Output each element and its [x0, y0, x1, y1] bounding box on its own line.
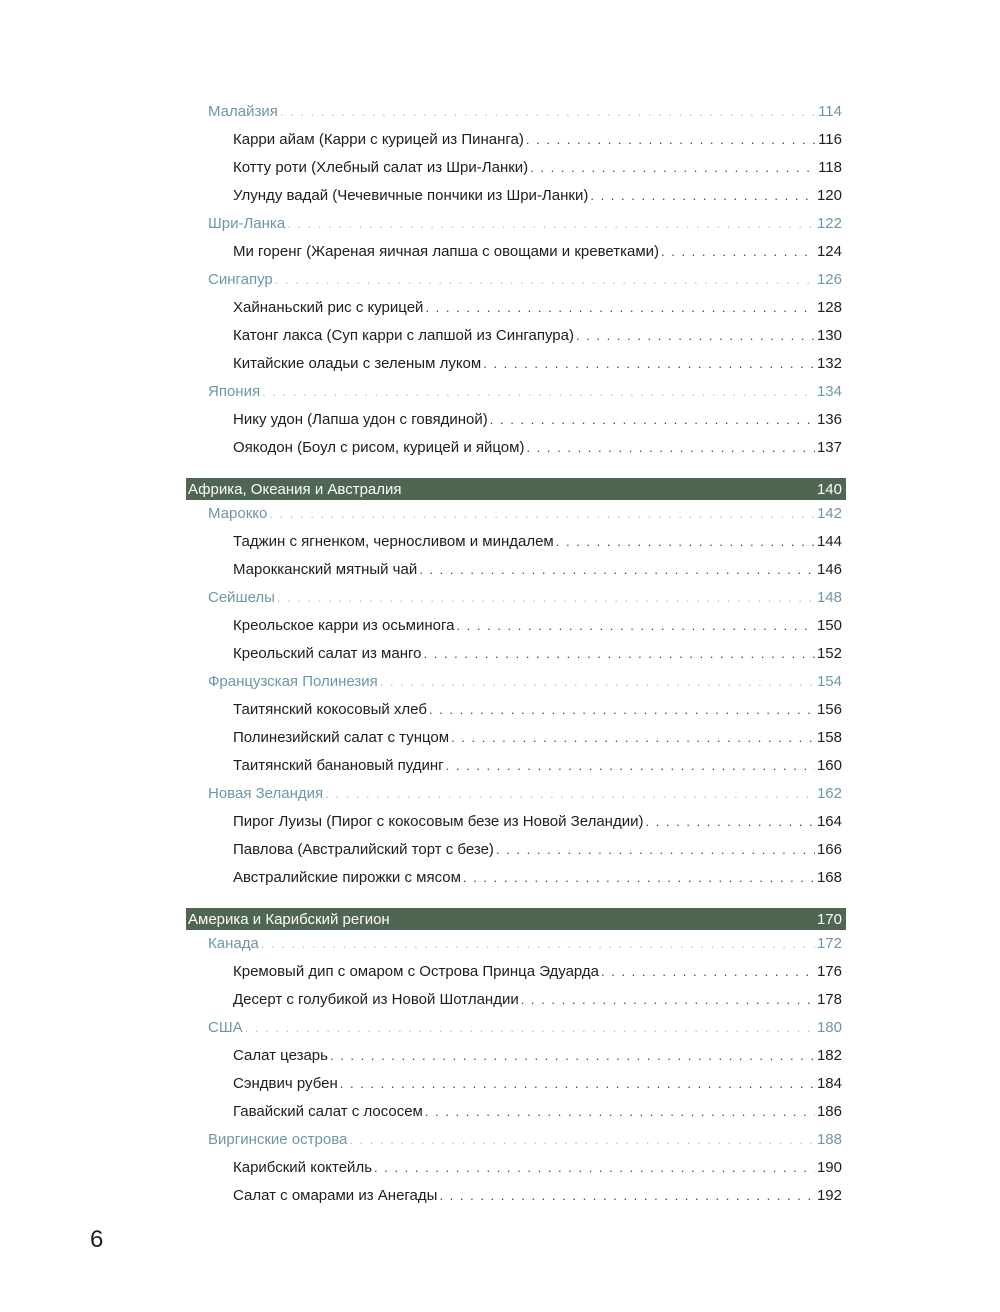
dot-leader [429, 696, 815, 724]
toc-country-entry[interactable] [186, 266, 846, 294]
entry-title: Япония [208, 383, 261, 400]
dot-leader [483, 350, 815, 378]
entry-title: Таитянский кокосовый хлеб [233, 701, 427, 718]
dot-leader [661, 238, 815, 266]
entry-page: 136 [816, 411, 842, 428]
toc-country-entry[interactable] [186, 584, 846, 612]
entry-page: 182 [816, 1047, 842, 1064]
entry-title: Пирог Луизы (Пирог с кокосовым безе из Новой Зеландии) [233, 813, 644, 830]
entry-title: Таитянский банановый пудинг [233, 757, 444, 774]
entry-page: 122 [816, 215, 842, 232]
table-of-contents [186, 98, 846, 1210]
entry-title: Полинезийский салат с тунцом [233, 729, 450, 746]
entry-title: Павлова (Австралийский торт с безе) [233, 841, 494, 858]
entry-title: Марокко [208, 505, 268, 522]
dot-leader [645, 808, 815, 836]
section-page: 170 [816, 910, 842, 928]
entry-title: Марокканский мятный чай [233, 561, 418, 578]
entry-page: 144 [816, 533, 842, 550]
toc-country-entry[interactable] [186, 780, 846, 808]
entry-title: Оякодон (Боул с рисом, курицей и яйцом) [233, 439, 525, 456]
entry-page: 128 [816, 299, 842, 316]
entry-title: Французская Полинезия [208, 673, 378, 690]
entry-page: 192 [816, 1187, 842, 1204]
entry-page: 164 [816, 813, 842, 830]
entry-title: Котту роти (Хлебный салат из Шри-Ланки) [233, 159, 529, 176]
section-header[interactable] [186, 478, 846, 500]
entry-title: Креольский салат из манго [233, 645, 422, 662]
toc-recipe-entry[interactable] [186, 350, 846, 378]
entry-title: США [208, 1019, 243, 1036]
entry-page: 150 [816, 617, 842, 634]
entry-page: 116 [818, 131, 842, 148]
entry-page: 176 [816, 963, 842, 980]
entry-page: 120 [816, 187, 842, 204]
dot-leader [380, 668, 815, 696]
entry-page: 126 [816, 271, 842, 288]
entry-title: Нику удон (Лапша удон с говядиной) [233, 411, 488, 428]
entry-page: 180 [816, 1019, 842, 1036]
entry-title: Салат с омарами из Анегады [233, 1187, 438, 1204]
entry-page: 168 [816, 869, 842, 886]
toc-country-entry[interactable] [186, 378, 846, 406]
section-title: Америка и Карибский регион [188, 910, 390, 928]
toc-recipe-entry[interactable] [186, 238, 846, 266]
dot-leader [280, 98, 816, 126]
entry-title: Канада [208, 935, 259, 952]
toc-country-entry[interactable] [186, 210, 846, 238]
toc-recipe-entry[interactable] [186, 724, 846, 752]
toc-recipe-entry[interactable] [186, 154, 846, 182]
entry-title: Салат цезарь [233, 1047, 328, 1064]
entry-title: Ми горенг (Жареная яичная лапша с овощами и креветками) [233, 243, 660, 260]
entry-page: 154 [816, 673, 842, 690]
entry-title: Катонг лакса (Суп карри с лапшой из Сингапура) [233, 327, 574, 344]
entry-title: Карри айам (Карри с курицей из Пинанга) [233, 131, 524, 148]
toc-recipe-entry[interactable] [186, 126, 846, 154]
dot-leader [439, 1182, 815, 1210]
dot-leader [277, 584, 815, 612]
entry-page: 184 [816, 1075, 842, 1092]
entry-page: 130 [816, 327, 842, 344]
dot-leader [425, 294, 815, 322]
dot-leader [463, 864, 815, 892]
dot-leader [325, 780, 815, 808]
entry-title: Гавайский салат с лососем [233, 1103, 423, 1120]
dot-leader [576, 322, 815, 350]
entry-page: 172 [816, 935, 842, 952]
dot-leader [526, 434, 815, 462]
entry-page: 162 [816, 785, 842, 802]
entry-page: 186 [816, 1103, 842, 1120]
entry-title: Креольское карри из осьминога [233, 617, 455, 634]
toc-recipe-entry[interactable] [186, 986, 846, 1014]
dot-leader [287, 210, 815, 238]
entry-title: Сейшелы [208, 589, 275, 606]
toc-recipe-entry[interactable] [186, 1154, 846, 1182]
toc-recipe-entry[interactable] [186, 182, 846, 210]
entry-title: Таджин с ягненком, черносливом и миндалем [233, 533, 554, 550]
entry-title: Виргинские острова [208, 1131, 348, 1148]
entry-title: Шри-Ланка [208, 215, 286, 232]
section-page: 140 [816, 480, 842, 498]
entry-title: Карибский коктейль [233, 1159, 373, 1176]
entry-page: 137 [816, 439, 842, 456]
dot-leader [419, 556, 815, 584]
entry-page: 166 [816, 841, 842, 858]
dot-leader [275, 266, 815, 294]
entry-title: Десерт с голубикой из Новой Шотландии [233, 991, 519, 1008]
entry-page: 178 [816, 991, 842, 1008]
entry-page: 146 [816, 561, 842, 578]
toc-recipe-entry[interactable] [186, 640, 846, 668]
toc-country-entry[interactable] [186, 1126, 846, 1154]
entry-page: 158 [816, 729, 842, 746]
entry-page: 156 [816, 701, 842, 718]
toc-recipe-entry[interactable] [186, 294, 846, 322]
toc-recipe-entry[interactable] [186, 556, 846, 584]
entry-title: Сингапур [208, 271, 273, 288]
dot-leader [601, 958, 815, 986]
toc-country-entry[interactable] [186, 500, 846, 528]
toc-recipe-entry[interactable] [186, 696, 846, 724]
toc-recipe-entry[interactable] [186, 322, 846, 350]
entry-title: Малайзия [208, 103, 278, 120]
section-header[interactable] [186, 908, 846, 930]
toc-recipe-entry[interactable] [186, 836, 846, 864]
toc-country-entry[interactable] [186, 930, 846, 958]
dot-leader [521, 986, 815, 1014]
entry-page: 132 [816, 355, 842, 372]
toc-country-entry[interactable] [186, 1014, 846, 1042]
entry-title: Новая Зеландия [208, 785, 324, 802]
dot-leader [340, 1070, 815, 1098]
entry-page: 142 [816, 505, 842, 522]
dot-leader [330, 1042, 815, 1070]
entry-page: 148 [816, 589, 842, 606]
dot-leader [456, 612, 815, 640]
entry-page: 190 [816, 1159, 842, 1176]
page-number: 6 [90, 1226, 104, 1253]
dot-leader [423, 640, 814, 668]
toc-recipe-entry[interactable] [186, 612, 846, 640]
dot-leader [261, 930, 815, 958]
toc-recipe-entry[interactable] [186, 406, 846, 434]
toc-recipe-entry[interactable] [186, 1182, 846, 1210]
dot-leader [446, 752, 815, 780]
entry-page: 114 [818, 103, 842, 120]
toc-recipe-entry[interactable] [186, 864, 846, 892]
entry-title: Улунду вадай (Чечевичные пончики из Шри-Ланки) [233, 187, 589, 204]
toc-recipe-entry[interactable] [186, 1070, 846, 1098]
toc-recipe-entry[interactable] [186, 1098, 846, 1126]
toc-country-entry[interactable] [186, 668, 846, 696]
entry-page: 118 [818, 159, 842, 176]
entry-title: Кремовый дип с омаром с Острова Принца Эдуарда [233, 963, 600, 980]
entry-page: 188 [816, 1131, 842, 1148]
entry-page: 134 [816, 383, 842, 400]
entry-title: Китайские оладьи с зеленым луком [233, 355, 482, 372]
toc-country-entry[interactable] [186, 98, 846, 126]
toc-recipe-entry[interactable] [186, 958, 846, 986]
toc-recipe-entry[interactable] [186, 808, 846, 836]
dot-leader [490, 406, 815, 434]
toc-recipe-entry[interactable] [186, 528, 846, 556]
section-title: Африка, Океания и Австралия [188, 480, 402, 498]
toc-recipe-entry[interactable] [186, 434, 846, 462]
dot-leader [530, 154, 816, 182]
dot-leader [245, 1014, 815, 1042]
entry-page: 160 [816, 757, 842, 774]
toc-recipe-entry[interactable] [186, 1042, 846, 1070]
entry-title: Сэндвич рубен [233, 1075, 338, 1092]
dot-leader [526, 126, 816, 154]
dot-leader [374, 1154, 815, 1182]
dot-leader [451, 724, 815, 752]
entry-page: 124 [816, 243, 842, 260]
dot-leader [496, 836, 815, 864]
entry-title: Хайнаньский рис с курицей [233, 299, 424, 316]
dot-leader [425, 1098, 815, 1126]
dot-leader [349, 1126, 815, 1154]
dot-leader [262, 378, 815, 406]
dot-leader [590, 182, 815, 210]
dot-leader [269, 500, 815, 528]
dot-leader [556, 528, 815, 556]
entry-page: 152 [816, 645, 842, 662]
toc-recipe-entry[interactable] [186, 752, 846, 780]
entry-title: Австралийские пирожки с мясом [233, 869, 461, 886]
